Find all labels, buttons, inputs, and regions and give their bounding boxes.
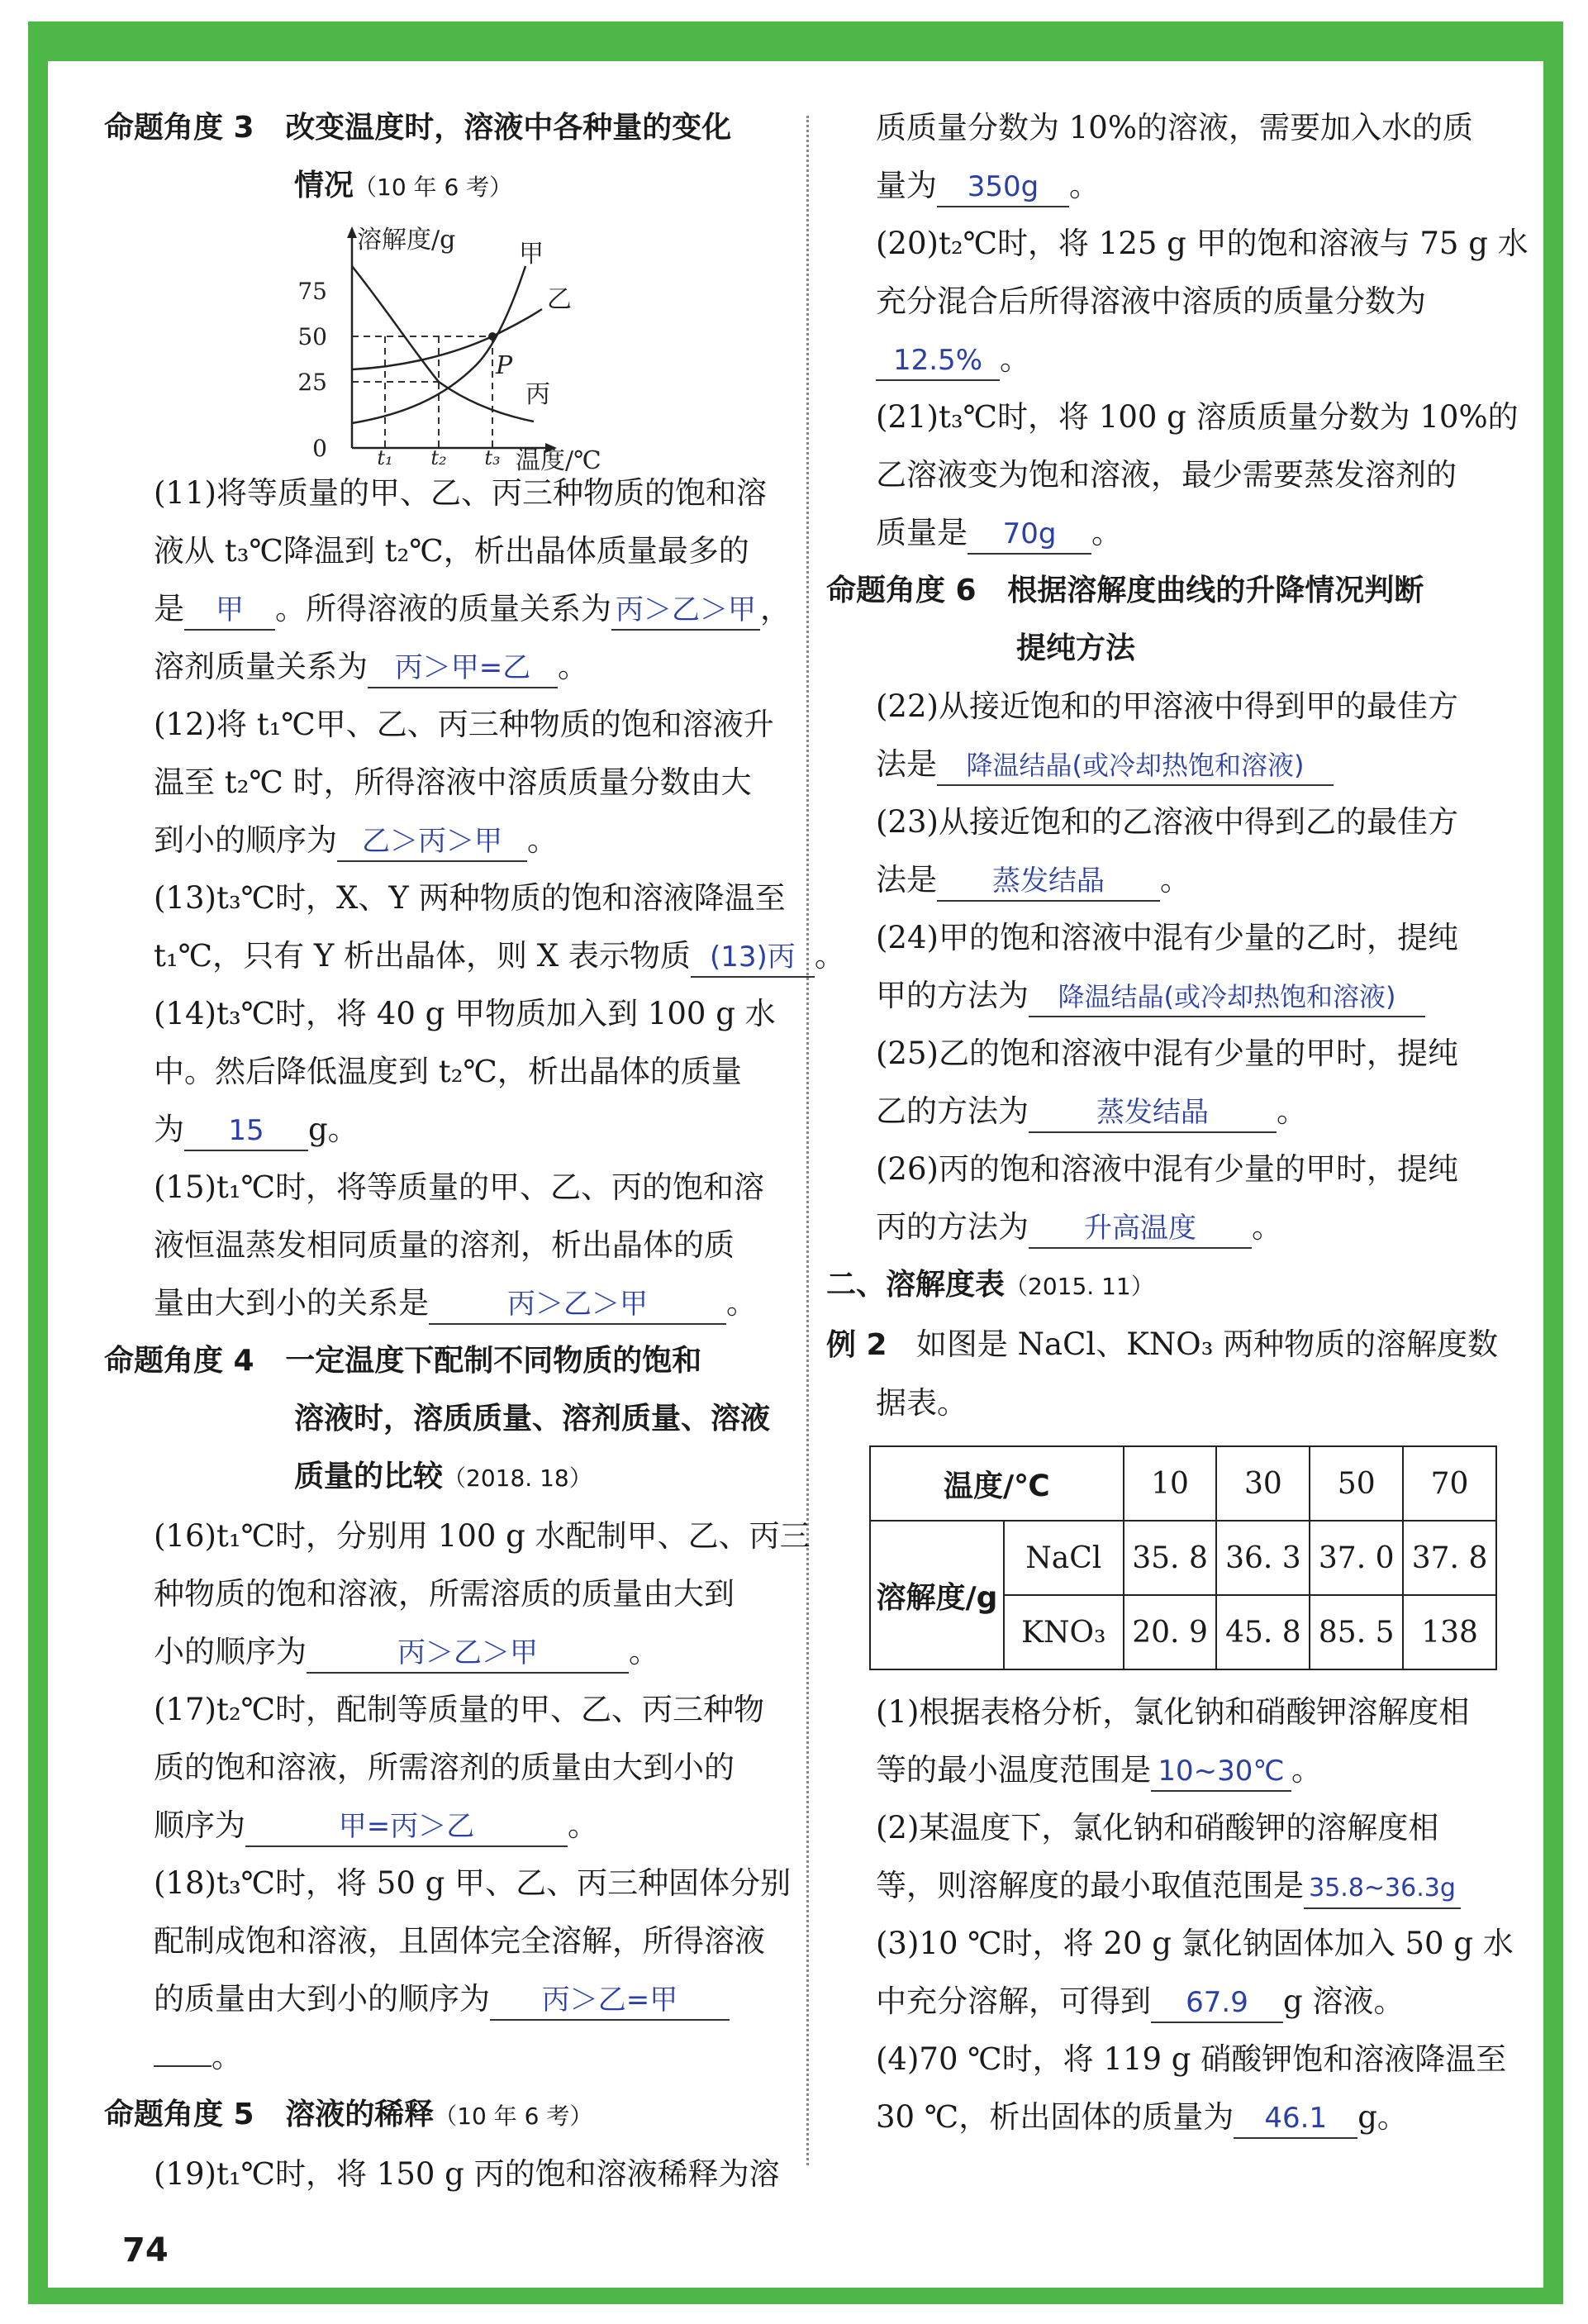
answer-blank: 丙＞甲=乙 bbox=[368, 649, 558, 688]
q16-line1: (16)t₁℃时，分别用 100 g 水配制甲、乙、丙三 bbox=[154, 1518, 811, 1554]
angle6-heading: 命题角度 6 根据溶解度曲线的升降情况判断 bbox=[826, 574, 1424, 607]
answer-blank: 降温结晶(或冷却热饱和溶液) bbox=[937, 746, 1334, 786]
x-axis-label: 温度/℃ bbox=[516, 446, 601, 475]
q24-line2: 甲的方法为 降温结晶(或冷却热饱和溶液) bbox=[826, 967, 1504, 1025]
y-tick-75: 75 bbox=[297, 278, 327, 305]
answer-blank: 蒸发结晶 bbox=[937, 862, 1160, 902]
table-header-row bbox=[870, 1446, 1496, 1521]
x-tick-t3: t₃ bbox=[484, 446, 501, 469]
series-yi-label: 乙 bbox=[547, 285, 572, 314]
q17-line1: (17)t₂℃时，配制等质量的甲、乙、丙三种物 bbox=[154, 1692, 765, 1727]
series-jia-label: 甲 bbox=[519, 240, 544, 269]
q25-line1: (25)乙的饱和溶液中混有少量的甲时，提纯 bbox=[876, 1036, 1458, 1071]
q19-line2: 质质量分数为 10%的溶液，需要加入水的质 bbox=[876, 110, 1473, 145]
q14-line2: 中。然后降低温度到 t₂℃，析出晶体的质量 bbox=[154, 1054, 742, 1089]
angle4-heading-3: 质量的比较（2018. 18） bbox=[294, 1460, 592, 1493]
example2-line1: 例 2 如图是 NaCl、KNO₃ 两种物质的溶解度数 bbox=[826, 1326, 1499, 1362]
series-bing-label: 丙 bbox=[525, 380, 550, 409]
cell: 85. 5 bbox=[1310, 1595, 1403, 1669]
q15-line1: (15)t₁℃时，将等质量的甲、乙、丙的饱和溶 bbox=[154, 1169, 765, 1205]
solubility-table bbox=[869, 1445, 1497, 1670]
answer-blank: 丙＞乙＞甲 bbox=[307, 1634, 629, 1674]
q12-line3: 到小的顺序为 乙＞丙＞甲 。 bbox=[104, 812, 790, 869]
header-solubility: 溶解度/g bbox=[870, 1521, 1004, 1669]
q24-line1: (24)甲的饱和溶液中混有少量的乙时，提纯 bbox=[876, 920, 1458, 955]
series-yi-curve bbox=[352, 309, 542, 369]
x-tick-t2: t₂ bbox=[430, 446, 447, 469]
answer-blank: 蒸发结晶 bbox=[1029, 1093, 1277, 1133]
answer-blank: 10~30℃ bbox=[1151, 1752, 1291, 1792]
q18-line4: 。 bbox=[104, 2028, 790, 2086]
section2-heading: 二、溶解度表（2015. 11） bbox=[826, 1268, 1154, 1302]
t1-line2: 等的最小温度范围是 10~30℃ 。 bbox=[826, 1741, 1504, 1799]
angle4-heading-2: 溶液时，溶质质量、溶剂质量、溶液 bbox=[294, 1402, 771, 1436]
x-tick-t1: t₁ bbox=[377, 446, 393, 469]
answer-blank-cont bbox=[154, 2065, 212, 2067]
answer-blank: 46.1 bbox=[1234, 2099, 1357, 2139]
bottom-border bbox=[28, 2288, 1563, 2304]
q16-line2: 种物质的饱和溶液，所需溶质的质量由大到 bbox=[154, 1576, 735, 1612]
cell: 36. 3 bbox=[1216, 1521, 1310, 1595]
t4-line2: 30 ℃，析出固体的质量为 46.1 g。 bbox=[826, 2088, 1504, 2146]
q21-line2: 乙溶液变为饱和溶液，最少需要蒸发溶剂的 bbox=[876, 457, 1457, 493]
header-temp-30: 30 bbox=[1216, 1446, 1310, 1521]
y-tick-0: 0 bbox=[312, 435, 327, 462]
q26-line1: (26)丙的饱和溶液中混有少量的甲时，提纯 bbox=[876, 1151, 1458, 1187]
answer-blank: 甲=丙＞乙 bbox=[245, 1807, 568, 1847]
q23-line1: (23)从接近饱和的乙溶液中得到乙的最佳方 bbox=[876, 804, 1458, 840]
y-tick-50: 50 bbox=[297, 323, 327, 350]
q15-line2: 液恒温蒸发相同质量的溶剂，析出晶体的质 bbox=[154, 1227, 735, 1263]
answer-blank: 67.9 bbox=[1151, 1983, 1283, 2023]
y-axis-arrow bbox=[347, 226, 357, 238]
answer-blank: 升高温度 bbox=[1029, 1209, 1252, 1249]
row-name: NaCl bbox=[1004, 1521, 1124, 1595]
table-row bbox=[870, 1521, 1496, 1595]
answer-blank: 70g bbox=[968, 515, 1091, 555]
answer-blank: 丙＞乙＞甲 bbox=[429, 1285, 726, 1325]
t3-line1: (3)10 ℃时，将 20 g 氯化钠固体加入 50 g 水 bbox=[876, 1926, 1514, 1961]
q18-line3: 的质量由大到小的顺序为 丙＞乙=甲 bbox=[104, 1970, 790, 2028]
q17-line3: 顺序为 甲=丙＞乙 。 bbox=[104, 1797, 790, 1855]
cell: 45. 8 bbox=[1216, 1595, 1310, 1669]
answer-blank: 甲 bbox=[184, 591, 275, 631]
series-bing-curve bbox=[352, 266, 534, 421]
page-number: 74 bbox=[122, 2231, 169, 2269]
answer-blank: 35.8~36.3g bbox=[1304, 1869, 1461, 1909]
answer-blank: 降温结晶(或冷却热饱和溶液) bbox=[1029, 978, 1425, 1017]
q26-line2: 丙的方法为 升高温度 。 bbox=[826, 1198, 1504, 1256]
t4-line1: (4)70 ℃时，将 119 g 硝酸钾饱和溶液降温至 bbox=[876, 2041, 1507, 2077]
left-border bbox=[28, 21, 48, 2298]
right-column bbox=[826, 99, 1529, 2146]
right-border bbox=[1543, 21, 1563, 2298]
top-border bbox=[0, 0, 1588, 61]
y-tick-25: 25 bbox=[297, 369, 327, 396]
header-temp-50: 50 bbox=[1310, 1446, 1403, 1521]
t2-line2: 等，则溶解度的最小取值范围是 35.8~36.3g bbox=[826, 1857, 1504, 1915]
cell: 37. 0 bbox=[1310, 1521, 1403, 1595]
column-divider bbox=[806, 116, 809, 2165]
q11-line4: 溶剂质量关系为 丙＞甲=乙 。 bbox=[104, 638, 790, 696]
q11-line2: 液从 t₃℃降温到 t₂℃，析出晶体质量最多的 bbox=[154, 533, 749, 569]
q12-line1: (12)将 t₁℃甲、乙、丙三种物质的饱和溶液升 bbox=[154, 707, 774, 742]
point-p-label: P bbox=[496, 351, 513, 380]
q20-line2: 充分混合后所得溶液中溶质的质量分数为 bbox=[876, 283, 1426, 319]
answer-blank: 乙＞丙＞甲 bbox=[337, 822, 527, 862]
q11-line1: (11)将等质量的甲、乙、丙三种物质的饱和溶 bbox=[154, 475, 767, 511]
angle3-heading: 命题角度 3 改变温度时，溶液中各种量的变化 bbox=[104, 111, 732, 145]
cell: 138 bbox=[1403, 1595, 1496, 1669]
left-column bbox=[104, 99, 845, 2203]
q11-line3: 是 甲 。所得溶液的质量关系为 丙＞乙＞甲 ， bbox=[104, 580, 790, 638]
q13-line2: t₁℃，只有 Y 析出晶体，则 X 表示物质 (13)丙 。 bbox=[104, 927, 790, 985]
q22-line1: (22)从接近饱和的甲溶液中得到甲的最佳方 bbox=[876, 688, 1458, 724]
q15-line3: 量由大到小的关系是 丙＞乙＞甲 。 bbox=[104, 1274, 790, 1332]
q21-line3: 质量是 70g 。 bbox=[826, 504, 1504, 562]
answer-blank: 12.5% bbox=[876, 341, 1000, 381]
t3-line2: 中充分溶解，可得到 67.9 g 溶液。 bbox=[826, 1973, 1504, 2031]
row-name: KNO₃ bbox=[1004, 1595, 1124, 1669]
angle3-heading-cont: 情况（10 年 6 考） bbox=[294, 169, 513, 202]
header-temperature: 温度/℃ bbox=[870, 1446, 1124, 1521]
q14-line3: 为 15 g。 bbox=[104, 1101, 790, 1159]
q13-line1: (13)t₃℃时，X、Y 两种物质的饱和溶液降温至 bbox=[154, 880, 786, 916]
q23-line2: 法是 蒸发结晶 。 bbox=[826, 851, 1504, 909]
q20-line1: (20)t₂℃时，将 125 g 甲的饱和溶液与 75 g 水 bbox=[876, 226, 1529, 261]
answer-blank: (13)丙 bbox=[691, 938, 815, 978]
q18-line2: 配制成饱和溶液，且固体完全溶解，所得溶液 bbox=[154, 1923, 765, 1959]
q16-line3: 小的顺序为 丙＞乙＞甲 。 bbox=[104, 1623, 790, 1681]
q20-line3: 12.5% 。 bbox=[826, 331, 1504, 388]
t1-line1: (1)根据表格分析，氯化钠和硝酸钾溶解度相 bbox=[876, 1694, 1470, 1730]
q18-line1: (18)t₃℃时，将 50 g 甲、乙、丙三种固体分别 bbox=[154, 1865, 792, 1901]
q22-line2: 法是 降温结晶(或冷却热饱和溶液) bbox=[826, 736, 1504, 793]
angle4-heading: 命题角度 4 一定温度下配制不同物质的饱和 bbox=[104, 1344, 702, 1378]
header-temp-10: 10 bbox=[1124, 1446, 1217, 1521]
answer-blank: 350g bbox=[937, 168, 1069, 207]
y-axis-label: 溶解度/g bbox=[357, 226, 456, 255]
q21-line1: (21)t₃℃时，将 100 g 溶质质量分数为 10%的 bbox=[876, 399, 1519, 435]
cell: 35. 8 bbox=[1124, 1521, 1217, 1595]
answer-blank: 丙＞乙=甲 bbox=[490, 1981, 730, 2021]
q25-line2: 乙的方法为 蒸发结晶 。 bbox=[826, 1083, 1504, 1141]
angle6-heading-2: 提纯方法 bbox=[1016, 631, 1136, 665]
cell: 37. 8 bbox=[1403, 1521, 1496, 1595]
q14-line1: (14)t₃℃时，将 40 g 甲物质加入到 100 g 水 bbox=[154, 996, 776, 1031]
angle5-heading: 命题角度 5 溶液的稀释（10 年 6 考） bbox=[104, 2098, 593, 2131]
solubility-chart bbox=[297, 217, 732, 475]
header-temp-70: 70 bbox=[1403, 1446, 1496, 1521]
example2-line2: 据表。 bbox=[876, 1385, 968, 1421]
t2-line1: (2)某温度下，氯化钠和硝酸钾的溶解度相 bbox=[876, 1810, 1439, 1845]
point-p bbox=[488, 332, 497, 341]
cell: 20. 9 bbox=[1124, 1595, 1217, 1669]
q17-line2: 质的饱和溶液，所需溶剂的质量由大到小的 bbox=[154, 1750, 735, 1785]
answer-blank: 丙＞乙＞甲 bbox=[611, 591, 760, 631]
q12-line2: 温至 t₂℃ 时，所得溶液中溶质质量分数由大 bbox=[154, 764, 752, 800]
q19-line3: 量为 350g 。 bbox=[826, 157, 1504, 215]
answer-blank: 15 bbox=[184, 1112, 308, 1151]
q19-line1: (19)t₁℃时，将 150 g 丙的饱和溶液稀释为溶 bbox=[154, 2156, 780, 2192]
